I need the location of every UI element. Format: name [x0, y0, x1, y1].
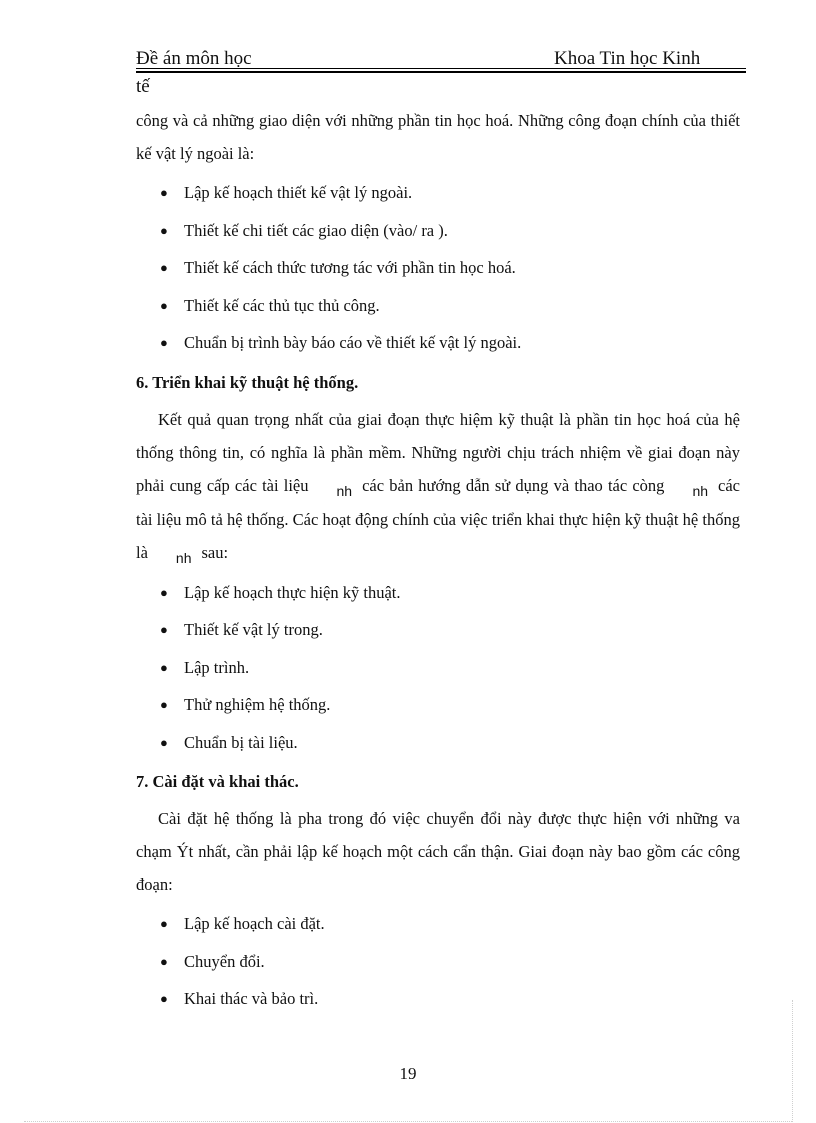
section-6-text-2: các bản hướng dẫn sử dụng và thao tác còng [362, 475, 665, 495]
page-border-right [792, 1000, 793, 1122]
header-right-continuation: tế [136, 76, 150, 97]
bullet-icon: ● [160, 953, 168, 969]
section-6-text-1: Kết quả quan trọng nhất của giai đoạn thực hiệm kỹ thuật là phần tin học hoá của hệ thống thông tin, có nghĩa là phần mềm. Những người chịu trách nhiệm về giai đoạn này phải cung cấp các tài liệu [136, 409, 740, 495]
list-item [136, 574, 740, 612]
section-6-list [136, 574, 740, 762]
list-item-text: Lập kế hoạch cài đặt. [184, 914, 325, 933]
bullet-icon: ● [160, 622, 168, 637]
header-left-title: Đề án môn học [136, 48, 252, 69]
list-item [136, 287, 740, 325]
section-7-list [136, 905, 740, 1018]
external-design-list [136, 174, 740, 362]
list-item-text: Lập kế hoạch thiết kế vật lý ngoài. [184, 183, 413, 202]
page-border-bottom [24, 1121, 792, 1122]
list-item-text: Chuyển đổi. [184, 951, 265, 971]
list-item-text: Lập trình. [184, 657, 250, 677]
page-number: 19 [399, 1064, 417, 1083]
list-item-text: Khai thác và bảo trì. [184, 989, 319, 1008]
bullet-icon: ● [160, 697, 168, 712]
list-item [136, 324, 740, 362]
header-rule-thick [136, 71, 746, 73]
bullet-icon: ● [160, 659, 168, 675]
page-header [136, 48, 746, 76]
bullet-icon: ● [160, 734, 168, 750]
list-item [136, 174, 740, 212]
list-item-text: Chuẩn bị tài liệu. [184, 732, 298, 752]
list-item-text: Thiết kế chi tiết các giao diện (vào/ ra ). [184, 220, 448, 240]
list-item-text: Lập kế hoạch thực hiện kỹ thuật. [184, 582, 401, 602]
list-item-text: Chuẩn bị trình bày báo cáo về thiết kế vật lý ngoài. [184, 333, 522, 352]
section-6-text-4: sau: [201, 542, 229, 562]
bullet-icon: ● [160, 185, 168, 200]
intro-paragraph: công và cả những giao diện với những phần tin học hoá. Những công đoạn chính của thiết kế vật lý ngoài là: [136, 111, 740, 163]
list-item-text: Thử nghiệm hệ thống. [184, 695, 331, 714]
bullet-icon: ● [160, 260, 168, 275]
list-item [136, 212, 740, 250]
inline-fragment-nh: nh [336, 482, 353, 499]
inline-fragment-nh: nh [175, 549, 192, 566]
bullet-icon: ● [160, 584, 168, 600]
list-item [136, 724, 740, 762]
bullet-icon: ● [160, 335, 168, 350]
list-item-text: Thiết kế các thủ tục thủ công. [184, 295, 380, 315]
list-item [136, 649, 740, 687]
bullet-icon: ● [160, 297, 168, 313]
inline-fragment-nh: nh [692, 482, 709, 499]
list-item [136, 905, 740, 943]
bullet-icon: ● [160, 222, 168, 238]
document-body [136, 104, 740, 1022]
list-item [136, 686, 740, 724]
list-item [136, 943, 740, 981]
header-rule-thin [136, 68, 746, 69]
bullet-icon: ● [160, 916, 168, 931]
section-7-paragraph: Cài đặt hệ thống là pha trong đó việc chuyển đổi này được thực hiện với những va chạm Ýt nhất, cần phải lập kế hoạch một cách cẩn thận. Giai đoạn này bao gồm các công đoạn: [136, 809, 740, 894]
section-6-heading: 6. Triển khai kỹ thuật hệ thống. [136, 372, 359, 392]
list-item-text: Thiết kế cách thức tương tác với phần tin học hoá. [184, 258, 516, 277]
list-item [136, 249, 740, 287]
section-6-paragraph [136, 403, 740, 570]
bullet-icon: ● [160, 991, 168, 1006]
list-item [136, 980, 740, 1018]
list-item [136, 611, 740, 649]
header-right-title: Khoa Tin học Kinh [554, 48, 701, 69]
list-item-text: Thiết kế vật lý trong. [184, 620, 323, 639]
section-7-heading: 7. Cài đặt và khai thác. [136, 772, 299, 791]
section-6-text-3: các tài liệu mô tả hệ thống. Các hoạt động chính của việc triển khai thực hiện kỹ thuật hệ thống là [136, 475, 740, 562]
